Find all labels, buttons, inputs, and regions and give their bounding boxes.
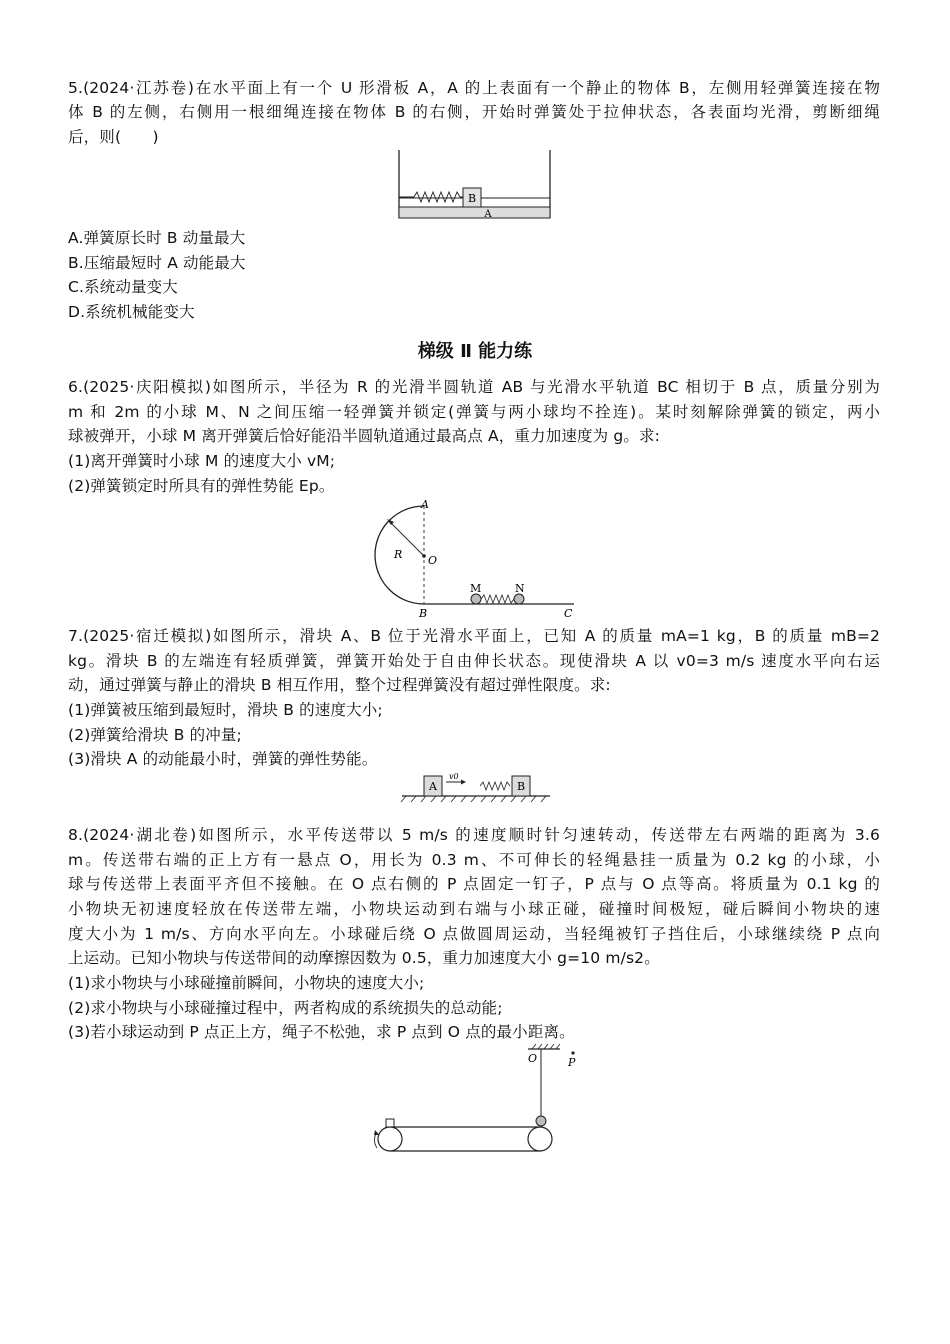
q8-sub-2: (2)求小物块与小球碰撞过程中，两者构成的系统损失的总动能; — [68, 999, 503, 1017]
q7-text-line-2: kg。滑块 B 的左端连有轻质弹簧，弹簧开始处于自由伸长状态。现使滑块 A 以 v0=3 m/s 速度水平向右运 — [68, 652, 880, 670]
q6-fig-label-o: O — [428, 554, 438, 567]
q6-sub-1: (1)离开弹簧时小球 M 的速度大小 vM; — [68, 452, 336, 470]
q8-text-line-5: 度大小为 1 m/s、方向水平向左。小球碰后绕 O 点做圆周运动，当轻绳被钉子挡住后，小球继续绕 P 点向 — [68, 925, 880, 943]
q6-fig-label-b: B — [419, 607, 428, 620]
q7-text-line-1: 7.(2025·宿迁模拟)如图所示，滑块 A、B 位于光滑水平面上，已知 A 的质量 mA=1 kg，B 的质量 mB=2 — [68, 627, 880, 645]
section-heading: 梯级 Ⅱ 能力练 — [417, 341, 533, 362]
q8-text-line-4: 小物块无初速度轻放在传送带左端，小物块运动到右端与小球正碰，碰撞时间极短，碰后瞬间小物块的速 — [68, 900, 880, 918]
q8-text-line-2: m。传送带右端的正上方有一悬点 O，用长为 0.3 m、不可伸长的轻绳悬挂一质量为 0.2 kg 的小球，小 — [68, 851, 880, 869]
q8-text-line-3: 球与传送带上表面平齐但不接触。在 O 点右侧的 P 点固定一钉子，P 点与 O 点等高。将质量为 0.1 kg 的 — [68, 875, 880, 893]
q7-sub-3: (3)滑块 A 的动能最小时，弹簧的弹性势能。 — [68, 750, 378, 768]
q6-text-line-2: m 和 2m 的小球 M、N 之间压缩一轻弹簧并锁定(弹簧与两小球均不拴连)。某时刻解除弹簧的锁定，两小 — [68, 403, 880, 421]
q5-text-line-1: 5.(2024·江苏卷)在水平面上有一个 U 形滑板 A，A 的上表面有一个静止的物体 B，左侧用轻弹簧连接在物 — [68, 79, 880, 97]
q7-text-line-3: 动，通过弹簧与静止的滑块 B 相互作用，整个过程弹簧没有超过弹性限度。求: — [68, 676, 611, 694]
q5-option-a: A.弹簧原长时 B 动量最大 — [68, 229, 246, 247]
q8-text-line-1: 8.(2024·湖北卷)如图所示，水平传送带以 5 m/s 的速度顺时针匀速转动，传送带左右两端的距离为 3.6 — [68, 826, 880, 844]
q6-text-line-1: 6.(2025·庆阳模拟)如图所示，半径为 R 的光滑半圆轨道 AB 与光滑水平轨道 BC 相切于 B 点，质量分别为 — [68, 378, 880, 396]
q6-fig-label-c: C — [564, 607, 573, 620]
q8-text-line-6: 上运动。已知小物块与传送带间的动摩擦因数为 0.5，重力加速度大小 g=10 m/s2。 — [68, 949, 660, 967]
q6-fig-label-m: M — [470, 582, 482, 595]
q7-sub-2: (2)弹簧给滑块 B 的冲量; — [68, 726, 242, 744]
q6-fig-label-a: A — [421, 498, 429, 511]
q7-fig-label-a: A — [429, 780, 437, 793]
q5-option-b: B.压缩最短时 A 动能最大 — [68, 254, 246, 272]
q7-sub-1: (1)弹簧被压缩到最短时，滑块 B 的速度大小; — [68, 701, 383, 719]
q8-sub-1: (1)求小物块与小球碰撞前瞬间，小物块的速度大小; — [68, 974, 425, 992]
q8-sub-3: (3)若小球运动到 P 点正上方，绳子不松弛，求 P 点到 O 点的最小距离。 — [68, 1023, 575, 1041]
q8-figure-conveyor-belt — [368, 1044, 584, 1156]
q5-text-line-3: 后，则( ) — [68, 128, 159, 146]
q6-text-line-3: 球被弹开，小球 M 离开弹簧后恰好能沿半圆轨道通过最高点 A，重力加速度为 g。求: — [68, 427, 661, 445]
q5-figure-u-board — [396, 150, 554, 222]
q8-fig-label-p: P — [568, 1056, 576, 1069]
q6-figure-semicircle-track — [366, 496, 582, 620]
q6-fig-label-r: R — [394, 548, 403, 561]
q7-fig-label-v0: v0 — [449, 772, 459, 781]
q5-text-line-2: 体 B 的左侧，右侧用一根细绳连接在物体 B 的右侧，开始时弹簧处于拉伸状态，各表面均光滑，剪断细绳 — [68, 103, 880, 121]
q5-fig-label-b: B — [467, 192, 477, 205]
q6-fig-label-n: N — [515, 582, 525, 595]
q7-figure-sliders — [400, 770, 552, 804]
q5-option-d: D.系统机械能变大 — [68, 303, 195, 321]
q7-fig-label-b: B — [516, 780, 526, 793]
q8-fig-label-o: O — [528, 1052, 538, 1065]
q5-fig-label-a: A — [484, 209, 492, 220]
q6-sub-2: (2)弹簧锁定时所具有的弹性势能 Ep。 — [68, 477, 335, 495]
q5-option-c: C.系统动量变大 — [68, 278, 178, 296]
